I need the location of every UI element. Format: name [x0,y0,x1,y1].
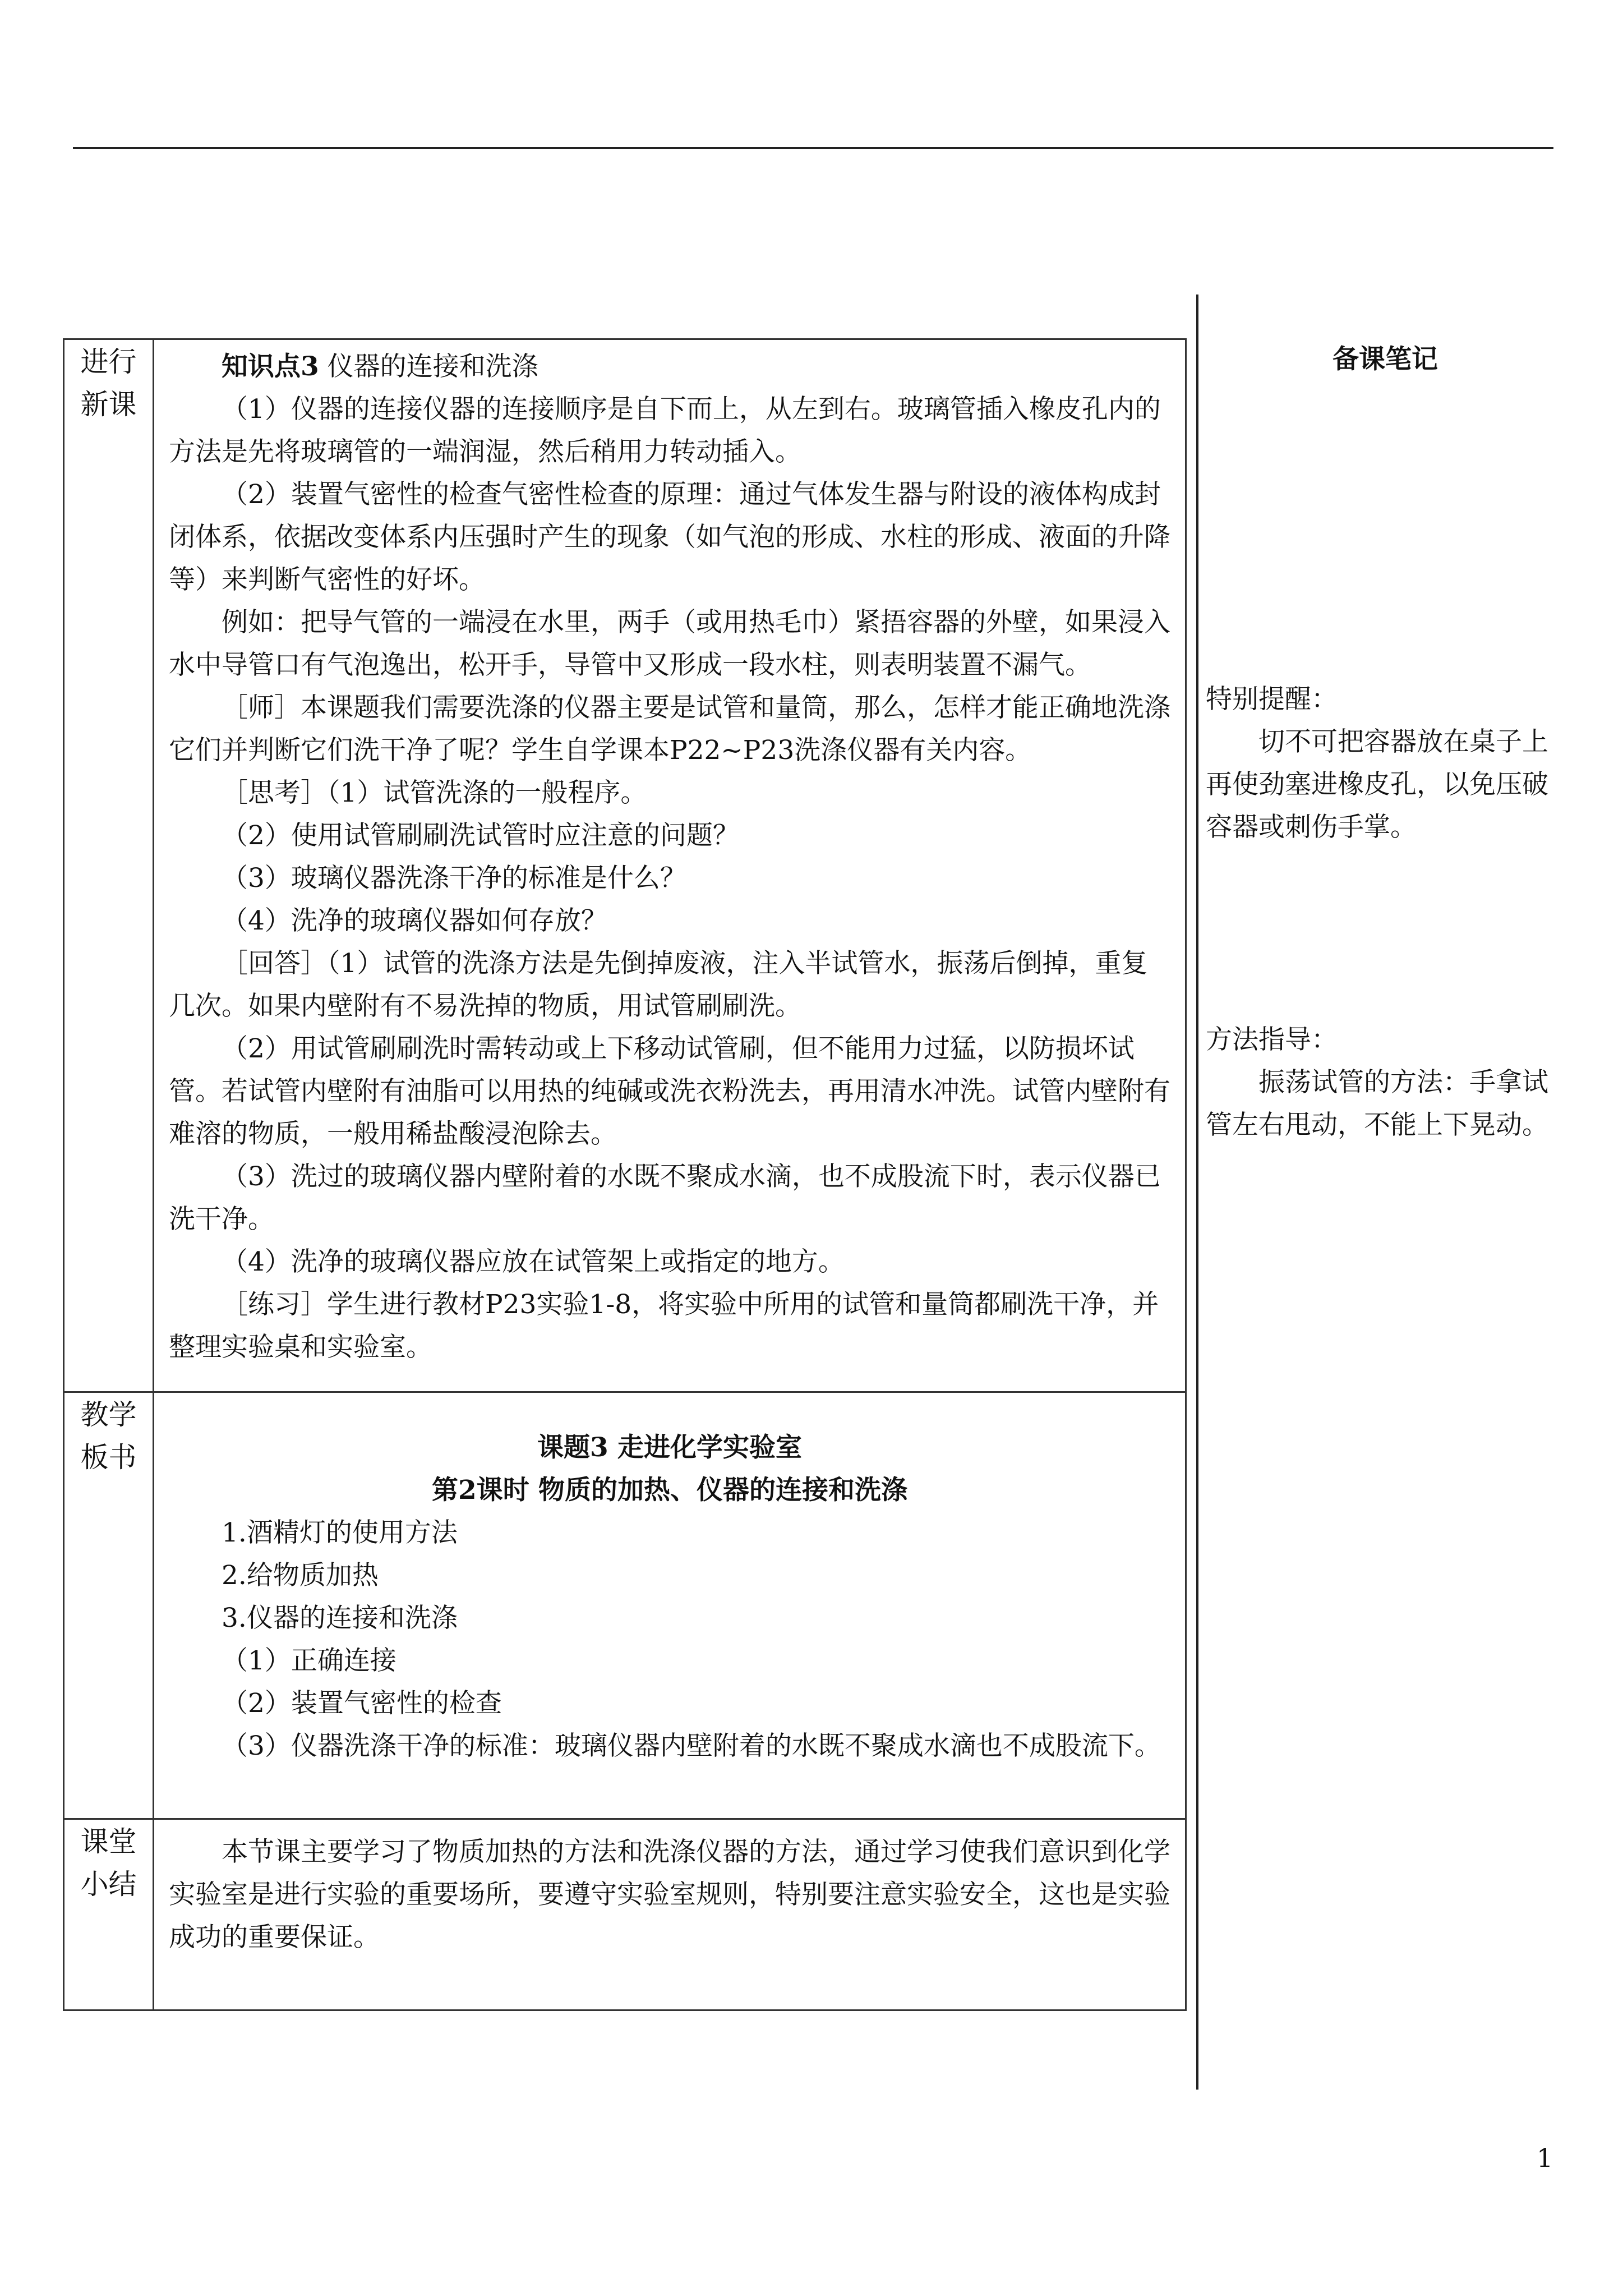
table-row-board [64,1392,1186,1819]
header-rule [73,147,1553,149]
page-number: 1 [1537,2143,1553,2173]
paragraph: （3）玻璃仪器洗涤干净的标准是什么？ [222,863,686,894]
reminder-text: 切不可把容器放在桌子上再使劲塞进橡皮孔，以免压破容器或刺伤手掌。 [1206,726,1548,843]
paragraph: 例如：把导气管的一端浸在水里，两手（或用热毛巾）紧捂容器的外壁，如果浸入水中导管口有气泡逸出，松开手，导管中又形成一段水柱，则表明装置不漏气。 [169,607,1170,680]
table-row-summary [64,1819,1186,2010]
knowledge-point-heading: 知识点3 仪器的连接和洗涤 [222,351,538,382]
paragraph: （3）洗过的玻璃仪器内壁附着的水既不聚成水滴，也不成股流下时，表示仪器已洗干净。 [169,1161,1161,1235]
new-lesson-content [154,339,1186,1392]
notes-column [1206,338,1565,1147]
board-title: 课题3 走进化学实验室 [537,1432,803,1463]
paragraph: （4）洗净的玻璃仪器如何存放？ [222,905,607,936]
label-board: 教学 板书 [80,1398,137,1474]
paragraph: ［练习］学生进行教材P23实验1-8，将实验中所用的试管和量筒都刷洗干净，并整理实验桌和实验室。 [169,1289,1159,1363]
notes-divider [1196,295,1198,2090]
board-item: （1）正确连接 [222,1645,396,1676]
board-item: 1.酒精灯的使用方法 [222,1517,458,1548]
summary-content [154,1819,1186,2010]
board-content [154,1392,1186,1819]
board-item: 3.仪器的连接和洗涤 [222,1603,458,1634]
board-item: 2.给物质加热 [222,1560,379,1591]
row-label-summary [64,1819,154,2010]
board-item: （2）装置气密性的检查 [222,1688,502,1719]
summary-text: 本节课主要学习了物质加热的方法和洗涤仪器的方法，通过学习使我们意识到化学实验室是进行实验的重要场所，要遵守实验室规则，特别要注意实验安全，这也是实验成功的重要保证。 [169,1837,1170,1953]
paragraph: （2）使用试管刷刷洗试管时应注意的问题？ [222,820,739,851]
board-subtitle: 第2课时 物质的加热、仪器的连接和洗涤 [431,1475,908,1506]
paragraph: （4）洗净的玻璃仪器应放在试管架上或指定的地方。 [222,1246,845,1277]
paragraph: （2）装置气密性的检查气密性检查的原理：通过气体发生器与附设的液体构成封闭体系，依据改变体系内压强时产生的现象（如气泡的形成、水柱的形成、液面的升降等）来判断气密性的好坏。 [169,479,1170,595]
reminder-title: 特别提醒： [1206,684,1338,715]
notes-heading: 备课笔记 [1332,344,1438,375]
method-text: 振荡试管的方法：手拿试管左右甩动，不能上下晃动。 [1206,1067,1548,1140]
table-row-new-lesson [64,339,1186,1392]
row-label-new-lesson [64,339,154,1392]
paragraph: ［思考］（1）试管洗涤的一般程序。 [222,777,647,808]
paragraph: ［回答］（1）试管的洗涤方法是先倒掉废液，注入半试管水，振荡后倒掉，重复几次。如果内壁附有不易洗掉的物质，用试管刷刷洗。 [169,948,1148,1022]
board-item: （3）仪器洗涤干净的标准：玻璃仪器内壁附着的水既不聚成水滴也不成股流下。 [222,1731,1161,1761]
paragraph: ［师］本课题我们需要洗涤的仪器主要是试管和量筒，那么，怎样才能正确地洗涤它们并判断它们洗干净了呢？学生自学课本P22~P23洗涤仪器有关内容。 [169,692,1170,766]
method-title: 方法指导： [1206,1024,1338,1055]
paragraph: （1）仪器的连接仪器的连接顺序是自下而上，从左到右。玻璃管插入橡皮孔内的方法是先将玻璃管的一端润湿，然后稍用力转动插入。 [169,394,1161,467]
row-label-board [64,1392,154,1819]
lesson-plan-table [63,338,1187,2011]
label-new-lesson: 进行 新课 [80,346,137,421]
paragraph: （2）用试管刷刷洗时需转动或上下移动试管刷，但不能用力过猛，以防损坏试管。若试管内壁附有油脂可以用热的纯碱或洗衣粉洗去，再用清水冲洗。试管内壁附有难溶的物质，一般用稀盐酸浸泡除去。 [169,1033,1170,1149]
label-summary: 课堂 小结 [80,1825,137,1901]
